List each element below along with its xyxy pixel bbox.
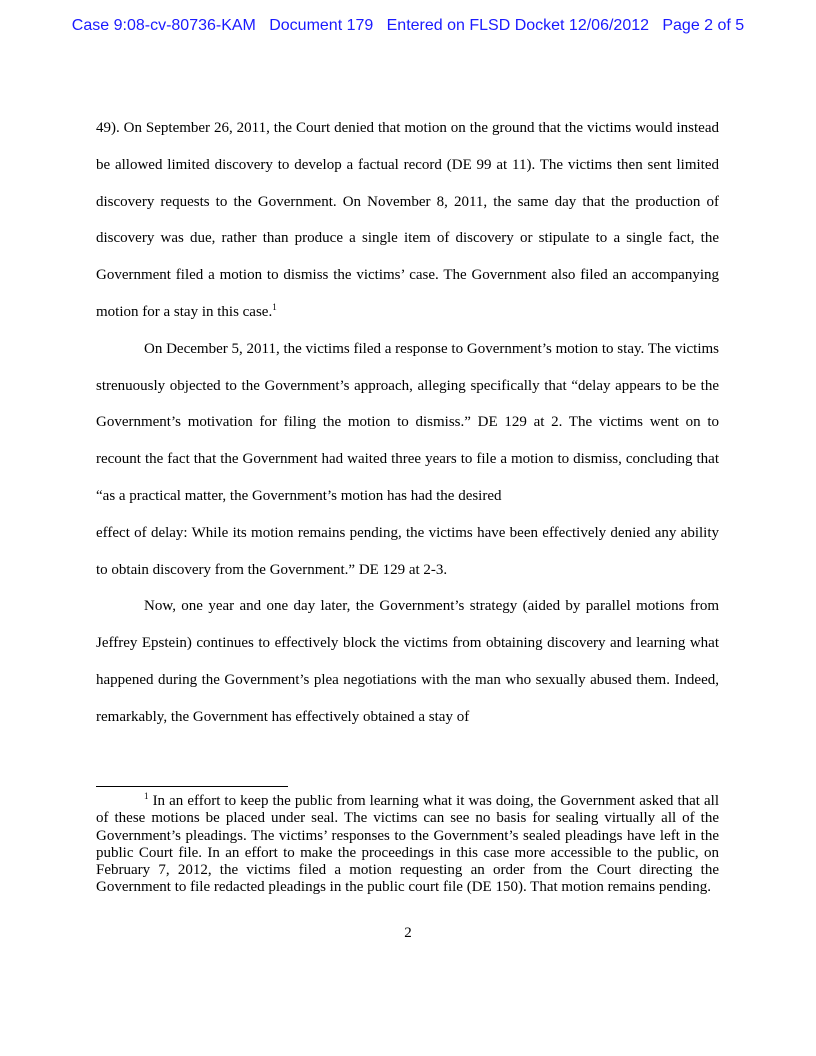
footnote-text: In an effort to keep the public from learning what it was doing, the Government asked that all of these motions be placed under seal. The victims can see no basis for sealing virtually all of the Government’s pleadings. The victims’ responses to the Government’s sealed pleadings have left in the public Court file. In an effort to make the proceedings in this case more accessible to the public, on February 7, 2012, the victims filed a motion requesting an order from the Court directing the Government to file redacted pleadings in the public court file (DE 150). That motion remains pending.: [96, 793, 719, 896]
footnote-paragraph: [96, 793, 719, 897]
paragraph-3: [96, 588, 719, 735]
docket-header: Case 9:08-cv-80736-KAM Document 179 Entered on FLSD Docket 12/06/2012 Page 2 of 5: [71, 17, 745, 34]
paragraph-2: [96, 331, 719, 515]
paragraph-2-line-1: On December 5, 2011, the victims filed a response to Government’s motion to stay. The victims strenuously objected to the Government’s approach, alleging specifically that “delay appears to be the Government’s motivation for filing the motion to dismiss.” DE 129 at 2. The victims went on to recount the fact that the Government had waited three years to file a motion to dismiss, concluding that “as a practical matter, the Government’s motion has had the desired: [96, 340, 719, 504]
paragraph-1: [96, 110, 719, 331]
paragraph-1-text: 49). On September 26, 2011, the Court denied that motion on the ground that the victims would instead be allowed limited discovery to develop a factual record (DE 99 at 11). The victims then sent limited discovery requests to the Government. On November 8, 2011, the same day that the production of discovery was due, rather than produce a single item of discovery or stipulate to a single fact, the Government filed a motion to dismiss the victims’ case. The Government also filed an accompanying motion for a stay in this case.: [96, 120, 719, 320]
footnote: [96, 793, 719, 897]
paragraph-3-text: Now, one year and one day later, the Government’s strategy (aided by parallel motions from Jeffrey Epstein) continues to effectively block the victims from obtaining discovery and learning what happened during the Government’s plea negotiations with the man who sexually abused them. Indeed, remarkably, the Government has effectively obtained a stay of: [96, 598, 719, 725]
paragraph-2-line-2: effect of delay: While its motion remains pending, the victims have been effectively denied any ability to obtain discovery from the Government.” DE 129 at 2-3.: [96, 524, 719, 578]
page-number: 2: [404, 925, 412, 941]
paragraph-2-continued: [96, 515, 719, 589]
body-text: [96, 110, 719, 736]
footnote-reference: 1: [272, 301, 277, 312]
footnote-number: 1: [144, 791, 149, 801]
footnote-divider: [96, 786, 288, 787]
